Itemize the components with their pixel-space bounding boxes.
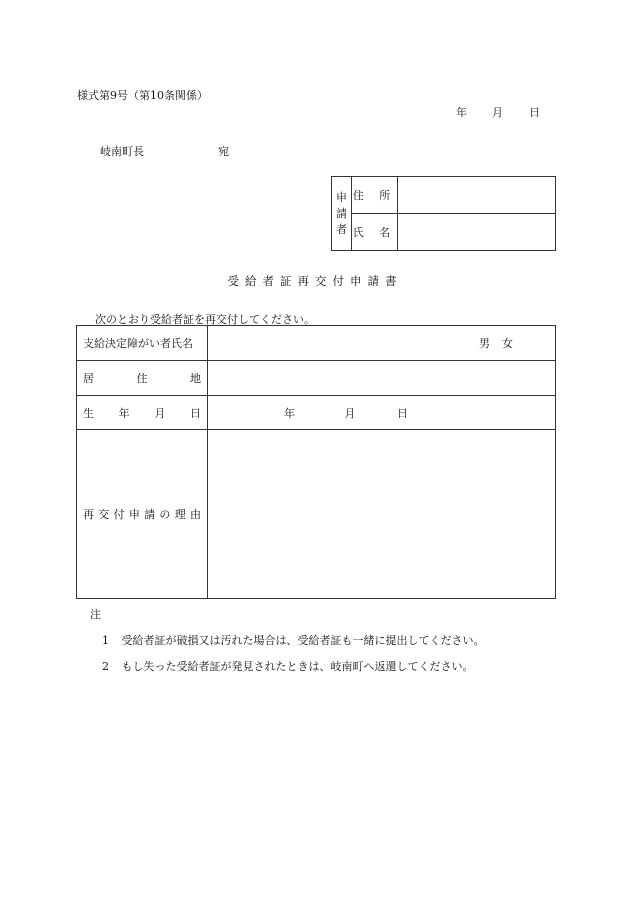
label-char: 請 [144,508,156,521]
name-label: 氏 名 [352,214,398,251]
intro-text: 次のとおり受給者証を再交付してください。 [95,313,315,326]
applicant-char-1: 申 [336,190,347,204]
note-item-2 [102,658,474,674]
note-text: 受給者証が破損又は汚れた場合は、受給者証も一緒に提出してください。 [121,634,485,647]
sex-male-option[interactable]: 男 [479,337,502,350]
row-label-recipient-name: 支給決定障がい者氏名 [77,326,208,361]
row-label-birthdate [77,396,208,430]
sex-options [479,335,549,351]
table-row [77,396,556,430]
date-year-label: 年 [456,106,467,119]
residence-label-spread [83,370,201,386]
dob-year-unit: 年 [284,406,295,420]
label-char: 住 [136,372,148,385]
address-label: 住 所 [352,177,398,214]
label-char: 申 [128,508,140,521]
addressee-suffix: 宛 [218,145,229,158]
recipient-name-field[interactable] [208,326,556,361]
applicant-name-field[interactable] [398,214,556,251]
note-text: もし失った受給者証が発見されたときは、岐南町へ返還してください。 [121,660,474,673]
notes-heading: 注 [90,608,101,621]
label-char: 地 [190,372,201,385]
label-char: 付 [113,508,125,521]
birthdate-label-spread [83,405,201,421]
note-item-1 [102,632,485,648]
table-row [77,430,556,599]
label-char: 生 [83,406,94,420]
applicant-box [331,176,556,251]
label-char: 日 [189,406,201,420]
note-number: 2 [102,660,109,673]
label-char: 理 [174,508,186,521]
note-number: 1 [102,634,109,647]
reason-field[interactable] [208,430,556,599]
label-char: 居 [83,372,94,385]
row-label-reason [77,430,208,599]
reason-label-spread [83,506,201,522]
applicant-char-3: 者 [336,222,347,236]
date-day-label: 日 [529,106,540,119]
main-form-table [76,325,556,599]
date-month-label: 月 [492,106,503,119]
addressee-name: 岐南町長 [100,145,144,158]
applicant-address-field[interactable] [398,177,556,214]
applicant-side-label [332,177,352,251]
applicant-char-2: 請 [336,206,347,220]
label-char: 月 [154,406,166,420]
form-number: 様式第9号（第10条関係） [77,89,208,102]
table-row [77,326,556,361]
document-title: 受給者証再交付申請書 [227,274,403,288]
dob-day-unit: 日 [397,406,408,420]
label-char: の [159,508,171,521]
label-char: 年 [118,406,130,420]
residence-field[interactable] [208,361,556,396]
addressee [100,143,229,159]
label-char: 再 [83,508,94,521]
row-label-residence [77,361,208,396]
table-row [77,361,556,396]
sex-female-option[interactable]: 女 [502,337,525,350]
label-char: 由 [189,508,201,521]
birthdate-field[interactable] [208,396,556,430]
label-char: 交 [98,508,110,521]
dob-month-unit: 月 [344,406,356,420]
